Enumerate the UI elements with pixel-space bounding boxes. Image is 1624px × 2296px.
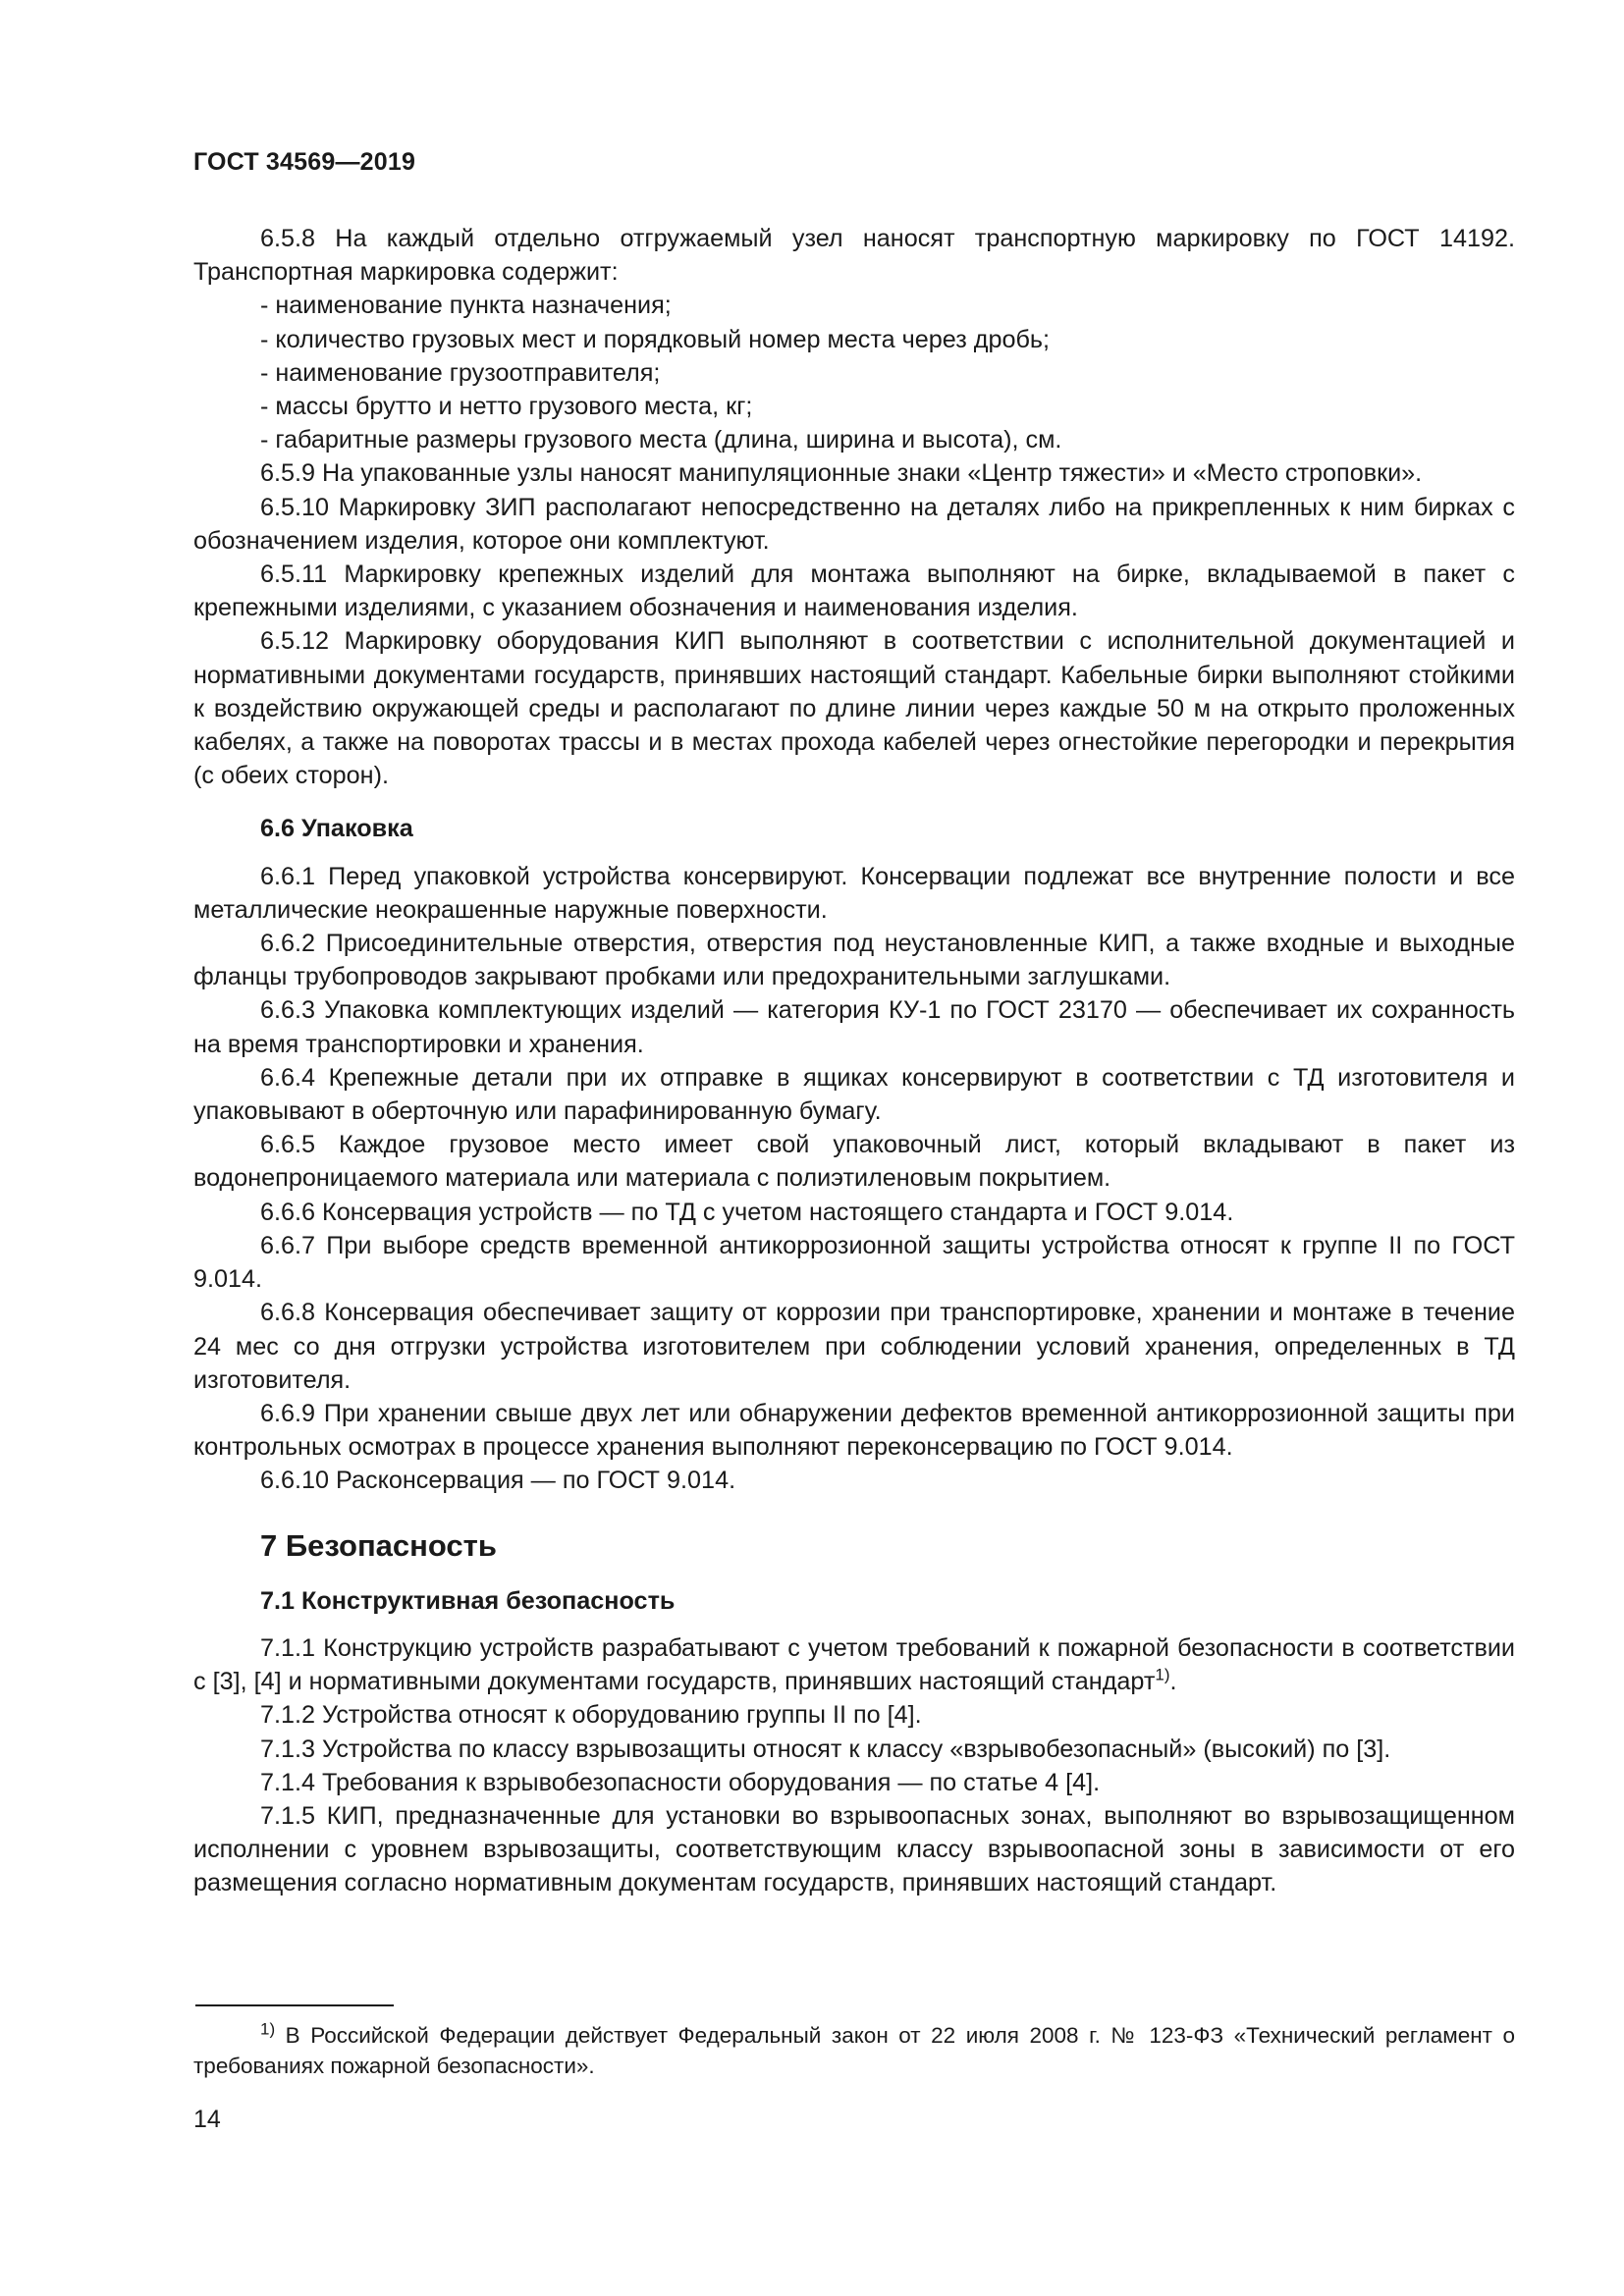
section-heading-7: 7 Безопасность: [260, 1527, 497, 1563]
paragraph-6-6-6: 6.6.6 Консервация устройств — по ТД с учетом настоящего стандарта и ГОСТ 9.014.: [260, 1198, 1234, 1226]
paragraph-6-6-2: 6.6.2 Присоединительные отверстия, отверстия под неустановленные КИП, а также входные и выходные фланцы трубопроводов закрывают пробками или предохранительными заглушками.: [193, 930, 1515, 991]
paragraph-7-1-1-text: 7.1.1 Конструкцию устройств разрабатывают с учетом требований к пожарной безопасности в соответствии с [3], [4] и нормативными документами государств, принявших настоящий стандарт: [193, 1633, 1515, 1696]
subsection-heading-7-1: 7.1 Конструктивная безопасность: [260, 1586, 676, 1615]
paragraph-6-5-8: 6.5.8 На каждый отдельно отгружаемый узел наносят транспортную маркировку по ГОСТ 14192. Транспортная маркировка содержит:: [193, 225, 1515, 287]
page-number: 14: [193, 2106, 221, 2133]
footnote-divider: [195, 2004, 394, 2006]
paragraph-6-6-9: 6.6.9 При хранении свыше двух лет или обнаружении дефектов временной антикоррозионной защиты при контрольных осмотрах в процессе хранения выполняют переконсервацию по ГОСТ 9.014.: [193, 1399, 1515, 1462]
footnote-text: В Российской Федерации действует Федеральный закон от 22 июля 2008 г. № 123-ФЗ «Технический регламент о требованиях пожарной безопасности».: [193, 2023, 1515, 2078]
paragraph-7-1-3: 7.1.3 Устройства по классу взрывозащиты относят к классу «взрывобезопасный» (высокий) по [3].: [260, 1735, 1391, 1763]
paragraph-6-6-8: 6.6.8 Консервация обеспечивает защиту от коррозии при транспортировке, хранении и монтаже в течение 24 мес со дня отгрузки устройства изготовителем при соблюдении условий хранения, определенных в ТД изготовителя.: [193, 1299, 1515, 1394]
document-header: ГОСТ 34569—2019: [193, 148, 416, 176]
footnote-reference: 1): [1155, 1665, 1170, 1684]
paragraph-6-5-10: 6.5.10 Маркировку ЗИП располагают непосредственно на деталях либо на прикрепленных к ним бирках с обозначением изделия, которое они комплектуют.: [193, 493, 1515, 555]
list-item: - массы брутто и нетто грузового места, кг;: [260, 393, 753, 421]
paragraph-6-6-7: 6.6.7 При выборе средств временной антикоррозионной защиты устройства относят к группе II по ГОСТ 9.014.: [193, 1231, 1515, 1294]
paragraph-7-1-4: 7.1.4 Требования к взрывобезопасности оборудования — по статье 4 [4].: [260, 1768, 1101, 1796]
paragraph-6-6-3: 6.6.3 Упаковка комплектующих изделий — категория КУ-1 по ГОСТ 23170 — обеспечивает их сохранность на время транспортировки и хранения.: [193, 996, 1515, 1058]
paragraph-6-6-4: 6.6.4 Крепежные детали при их отправке в ящиках консервируют в соответствии с ТД изготовителя и упаковывают в оберточную или парафинированную бумагу.: [193, 1063, 1515, 1126]
subsection-heading-6-6: 6.6 Упаковка: [260, 815, 413, 843]
paragraph-7-1-1-end: .: [1169, 1668, 1177, 1696]
body-text: [193, 222, 1515, 1900]
paragraph-7-1-2: 7.1.2 Устройства относят к оборудованию группы II по [4].: [260, 1701, 922, 1730]
paragraph-6-6-10: 6.6.10 Расконсервация — по ГОСТ 9.014.: [260, 1467, 736, 1495]
paragraph-6-5-11: 6.5.11 Маркировку крепежных изделий для монтажа выполняют на бирке, вкладываемой в пакет с крепежными изделиями, с указанием обозначения и наименования изделия.: [193, 561, 1515, 622]
footnote-marker: 1): [260, 2019, 276, 2039]
paragraph-7-1-1: [193, 1631, 1515, 1698]
list-item: - количество грузовых мест и порядковый номер места через дробь;: [260, 325, 1051, 353]
list-item: - наименование грузоотправителя;: [260, 358, 661, 387]
footnote: [193, 2020, 1515, 2081]
list-item: - габаритные размеры грузового места (длина, ширина и высота), см.: [260, 426, 1062, 454]
paragraph-6-5-9: 6.5.9 На упакованные узлы наносят манипуляционные знаки «Центр тяжести» и «Место строповки».: [260, 459, 1423, 488]
paragraph-6-6-1: 6.6.1 Перед упаковкой устройства консервируют. Консервации подлежат все внутренние полости и все металлические неокрашенные наружные поверхности.: [193, 862, 1515, 924]
paragraph-6-6-5: 6.6.5 Каждое грузовое место имеет свой упаковочный лист, который вкладывают в пакет из водонепроницаемого материала или материала с полиэтиленовым покрытием.: [193, 1131, 1515, 1193]
paragraph-6-5-12: 6.5.12 Маркировку оборудования КИП выполняют в соответствии с исполнительной документацией и нормативными документами государств, принявших настоящий стандарт. Кабельные бирки выполняют стойкими к воздействию окружающей среды и располагают по длине линии через каждые 50 м на открыто проложенных кабелях, а также на поворотах трассы и в местах прохода кабелей через огнестойкие перегородки и перекрытия (с обеих сторон).: [193, 627, 1515, 790]
paragraph-7-1-5: 7.1.5 КИП, предназначенные для установки во взрывоопасных зонах, выполняют во взрывозащищенном исполнении с уровнем взрывозащиты, соответствующим классу взрывоопасной зоны в зависимости от его размещения согласно нормативным документам государств, принявших настоящий стандарт.: [193, 1801, 1515, 1897]
list-item: - наименование пункта назначения;: [260, 292, 672, 320]
